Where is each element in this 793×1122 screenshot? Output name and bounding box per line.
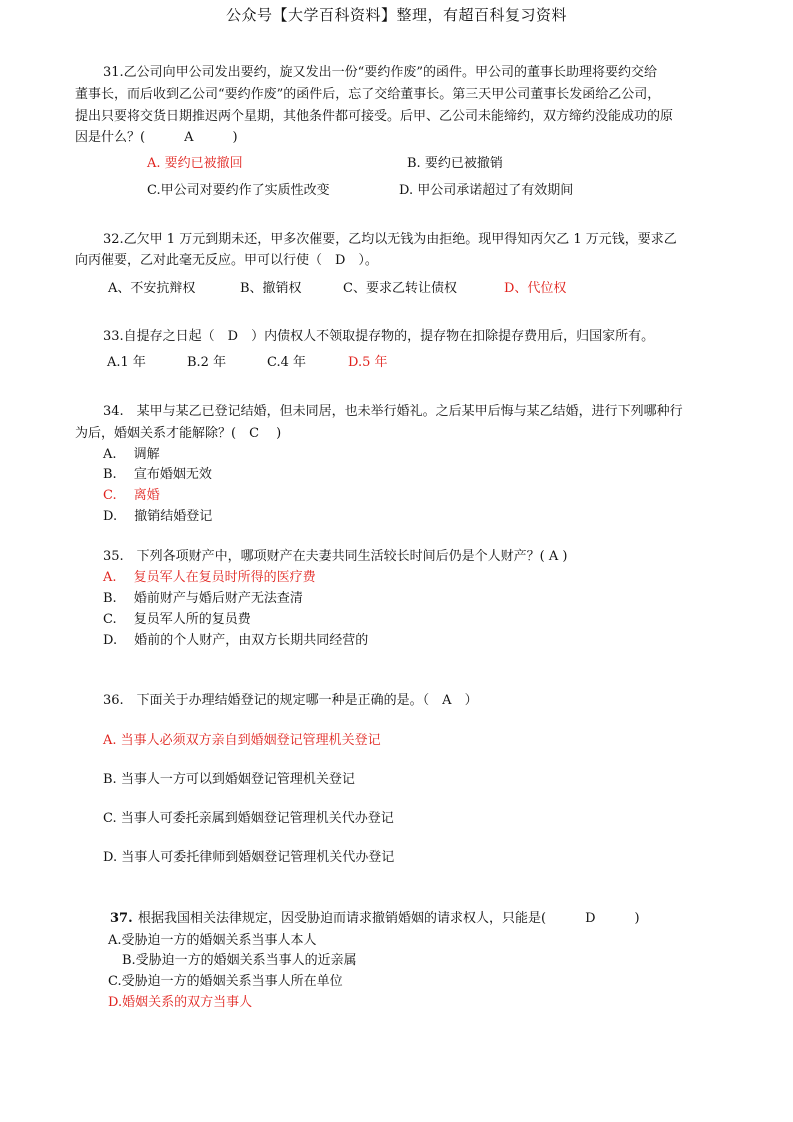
q36-option-b: B. 当事人一方可以到婚姻登记管理机关登记 — [103, 772, 355, 787]
q37-line1: 根据我国相关法律规定，因受胁迫而请求撤销婚姻的请求权人，只能是( D ) — [138, 911, 640, 926]
q31-line3: 提出只要将交货日期推迟两个星期，其他条件都可接受。后甲、乙公司未能缔约，双方缔约没能成功的原 — [75, 109, 674, 124]
q34-option-c: C. 离婚 — [103, 488, 160, 503]
q36-line1: 36. 下面关于办理结婚登记的规定哪一种是正确的是。（ A ） — [103, 693, 478, 708]
q35-option-c: C. 复员军人所的复员费 — [103, 612, 251, 627]
q37-option-d: D.婚姻关系的双方当事人 — [108, 995, 253, 1010]
q33-option-c: C.4 年 — [267, 355, 307, 370]
q31-option-c: C.甲公司对要约作了实质性改变 — [147, 183, 330, 198]
q33-line1: 33.自提存之日起（ D ）内债权人不领取提存物的，提存物在扣除提存费用后，归国家所有。 — [103, 329, 655, 344]
q32-line2: 向丙催要，乙对此毫无反应。甲可以行使（ D ）。 — [75, 253, 378, 268]
page-header: 公众号【大学百科资料】整理，有超百科复习资料 — [225, 6, 567, 24]
q34-line1: 34. 某甲与某乙已登记结婚，但未同居，也未举行婚礼。之后某甲后悔与某乙结婚，进行下列哪种行 — [103, 404, 683, 419]
q32-option-a: A、不安抗辩权 — [108, 281, 196, 296]
q32-option-b: B、撤销权 — [240, 281, 302, 296]
q32-line1: 32.乙欠甲 1 万元到期未还，甲多次催要，乙均以无钱为由拒绝。现甲得知丙欠乙 1 万元钱，要求乙 — [103, 232, 677, 247]
q31-option-a: A. 要约已被撤回 — [147, 156, 243, 171]
q33-option-b: B.2 年 — [187, 355, 227, 370]
q34-option-b: B. 宣布婚姻无效 — [103, 467, 212, 482]
q36-option-c: C. 当事人可委托亲属到婚姻登记管理机关代办登记 — [103, 811, 394, 826]
q32-option-d: D、代位权 — [504, 281, 567, 296]
q33-option-a: A.1 年 — [107, 355, 146, 370]
q34-option-d: D. 撤销结婚登记 — [103, 509, 213, 524]
q31-option-b: B. 要约已被撤销 — [407, 156, 503, 171]
q35-line1: 35. 下列各项财产中，哪项财产在夫妻共同生活较长时间后仍是个人财产？( A ) — [103, 549, 568, 564]
q35-option-b: B. 婚前财产与婚后财产无法查清 — [103, 591, 303, 606]
q37-number: 37. — [110, 911, 133, 926]
q31-line4: 因是什么？( A ) — [75, 130, 238, 145]
q32-option-c: C、要求乙转让债权 — [343, 281, 457, 296]
q36-option-d: D. 当事人可委托律师到婚姻登记管理机关代办登记 — [103, 850, 395, 865]
q35-option-d: D. 婚前的个人财产，由双方长期共同经营的 — [103, 633, 369, 648]
q36-option-a: A. 当事人必须双方亲自到婚姻登记管理机关登记 — [103, 733, 381, 748]
q33-option-d: D.5 年 — [348, 355, 388, 370]
q35-option-a: A. 复员军人在复员时所得的医疗费 — [103, 570, 316, 585]
q31-line1: 31.乙公司向甲公司发出要约，旋又发出一份“要约作废”的函件。甲公司的董事长助理将要约交给 — [103, 65, 657, 80]
q34-option-a: A. 调解 — [103, 447, 160, 462]
q37-option-c: C.受胁迫一方的婚姻关系当事人所在单位 — [108, 974, 343, 989]
q31-line2: 董事长，而后收到乙公司“要约作废”的函件后，忘了交给董事长。第三天甲公司董事长发函给乙公司， — [75, 87, 661, 102]
q31-option-d: D. 甲公司承诺超过了有效期间 — [399, 183, 574, 198]
q37-option-a: A.受胁迫一方的婚姻关系当事人本人 — [108, 933, 317, 948]
q37-option-b: B.受胁迫一方的婚姻关系当事人的近亲属 — [122, 953, 357, 968]
q34-line2: 为后，婚姻关系才能解除？( C ) — [75, 426, 282, 441]
